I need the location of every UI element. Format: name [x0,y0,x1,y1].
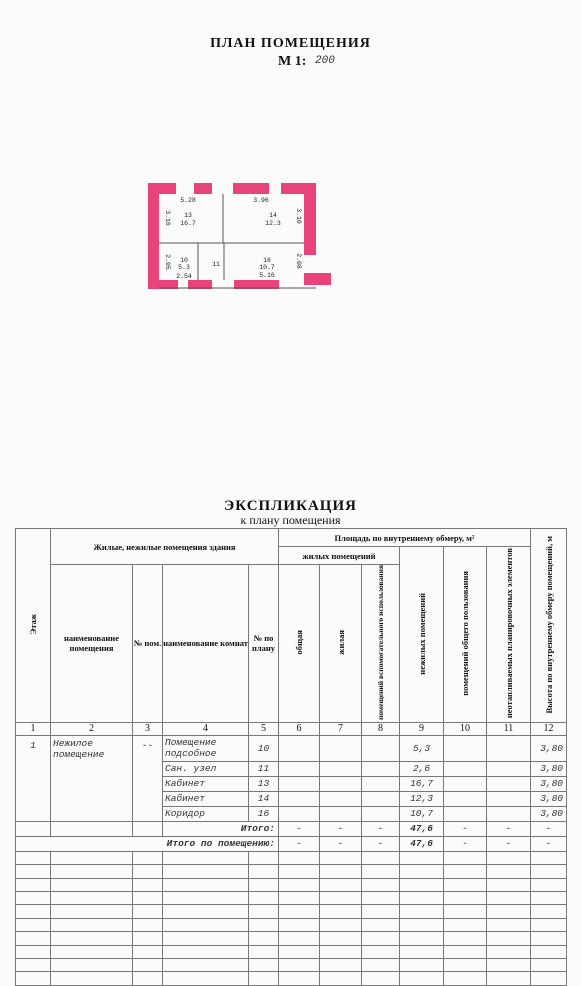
empty-rows [16,851,567,985]
dash-cell: - [362,836,400,851]
room10-dim-side: 2.05 [164,254,171,270]
room13-dim-top: 5.28 [180,197,196,204]
room14-dim-top: 3.96 [253,197,269,204]
empty-row [16,905,567,918]
dash-cell: - [320,836,362,851]
room16-area: 10.7 [259,264,275,271]
grand-total-label: Итого по помещению: [16,836,279,851]
col-num: 9 [400,722,444,735]
room-name-cell: Кабинет [163,776,249,791]
grand-total-nonliving: 47,6 [400,836,444,851]
floor-cell: 1 [16,735,51,821]
room13-area: 16.7 [180,220,196,227]
header-nonliving: нежилых помещений [400,547,444,723]
room11-id: 11 [212,261,220,268]
subtotal-label: Итого: [163,821,279,836]
dash-cell: - [444,821,487,836]
dash-cell: - [531,836,567,851]
header-unheated: неотапливаемых планировочных элементов [487,547,531,723]
col-num: 4 [163,722,249,735]
header-floor: Этаж [16,529,51,723]
col-num: 10 [444,722,487,735]
empty-row [16,878,567,891]
header-auxiliary: помещений вспомогательного использования [362,565,400,723]
dash-cell: - [279,836,320,851]
plan-no-cell: 11 [249,761,279,776]
header-room-name: наименование комнат [163,565,249,723]
dash-cell: - [279,821,320,836]
premise-no-cell: -- [133,735,163,821]
room14-id: 14 [269,212,277,219]
floor-plan [136,176,336,294]
plan-no-cell: 13 [249,776,279,791]
height-cell: 3,80 [531,791,567,806]
dash-cell: - [320,821,362,836]
empty-row [16,865,567,878]
empty-row [16,945,567,958]
column-numbers-row [16,722,567,735]
col-num: 11 [487,722,531,735]
header-plan-no: № по плану [249,565,279,723]
nonliving-cell: 16,7 [400,776,444,791]
dash-cell: - [487,821,531,836]
col-num: 12 [531,722,567,735]
dash-cell: - [487,836,531,851]
plan-scale-value: 200 [315,55,335,67]
header-area-group: Площадь по внутреннему обмеру, м² [279,529,531,547]
grand-total-row [16,836,567,851]
explication-title: ЭКСПЛИКАЦИЯ [224,498,357,514]
dash-cell: - [531,821,567,836]
col-num: 5 [249,722,279,735]
room14-area: 12.3 [265,220,281,227]
room-name-cell: Помещение подсобное [163,735,249,761]
empty-row [16,892,567,905]
explication-subtitle: к плану помещения [240,513,341,527]
nonliving-cell: 10,7 [400,806,444,821]
col-num: 2 [51,722,133,735]
nonliving-cell: 5,3 [400,735,444,761]
empty-row [16,932,567,945]
empty-row [16,851,567,864]
dash-cell: - [444,836,487,851]
nonliving-cell: 12,3 [400,791,444,806]
col-num: 7 [320,722,362,735]
height-cell: 3,80 [531,806,567,821]
room10-dim-bottom: 2.54 [176,273,192,280]
room-name-cell: Кабинет [163,791,249,806]
room10-id: 10 [180,257,188,264]
room16-id: 16 [263,257,271,264]
plan-title: ПЛАН ПОМЕЩЕНИЯ [210,36,371,51]
subtotal-nonliving: 47,6 [400,821,444,836]
header-living-group: жилых помещений [279,547,400,565]
plan-scale-label: М 1: [278,54,307,69]
plan-no-cell: 16 [249,806,279,821]
room16-dim-bottom: 5.16 [259,272,275,279]
col-num: 1 [16,722,51,735]
height-cell: 3,80 [531,776,567,791]
room10-area: 5.3 [178,264,190,271]
height-cell: 3,80 [531,735,567,761]
col-num: 3 [133,722,163,735]
empty-row [16,918,567,931]
header-living: жилая [320,565,362,723]
col-num: 8 [362,722,400,735]
room-name-cell: Сан. узел [163,761,249,776]
room13-id: 13 [184,212,192,219]
empty-row [16,959,567,972]
subtotal-row [16,821,567,836]
header-group: Жилые, нежилые помещения здания [51,529,279,565]
dash-cell: - [362,821,400,836]
table-row [16,735,567,761]
empty-row [16,972,567,985]
header-total: общая [279,565,320,723]
explication-table [15,528,567,986]
col-num: 6 [279,722,320,735]
premise-name-cell: Нежилое помещение [51,735,133,821]
header-premise-no: № пом. [133,565,163,723]
plan-no-cell: 10 [249,735,279,761]
height-cell: 3,80 [531,761,567,776]
header-common: помещений общего пользования [444,547,487,723]
room14-dim-side: 3.10 [295,208,302,224]
header-premise-name: наименование помещения [51,565,133,723]
plan-no-cell: 14 [249,791,279,806]
header-height: Высота по внутреннему обмеру помещений, м [531,529,567,723]
room13-dim-side: 3.16 [164,210,171,226]
room-name-cell: Коридор [163,806,249,821]
nonliving-cell: 2,6 [400,761,444,776]
room16-dim-side: 2.08 [295,253,302,269]
